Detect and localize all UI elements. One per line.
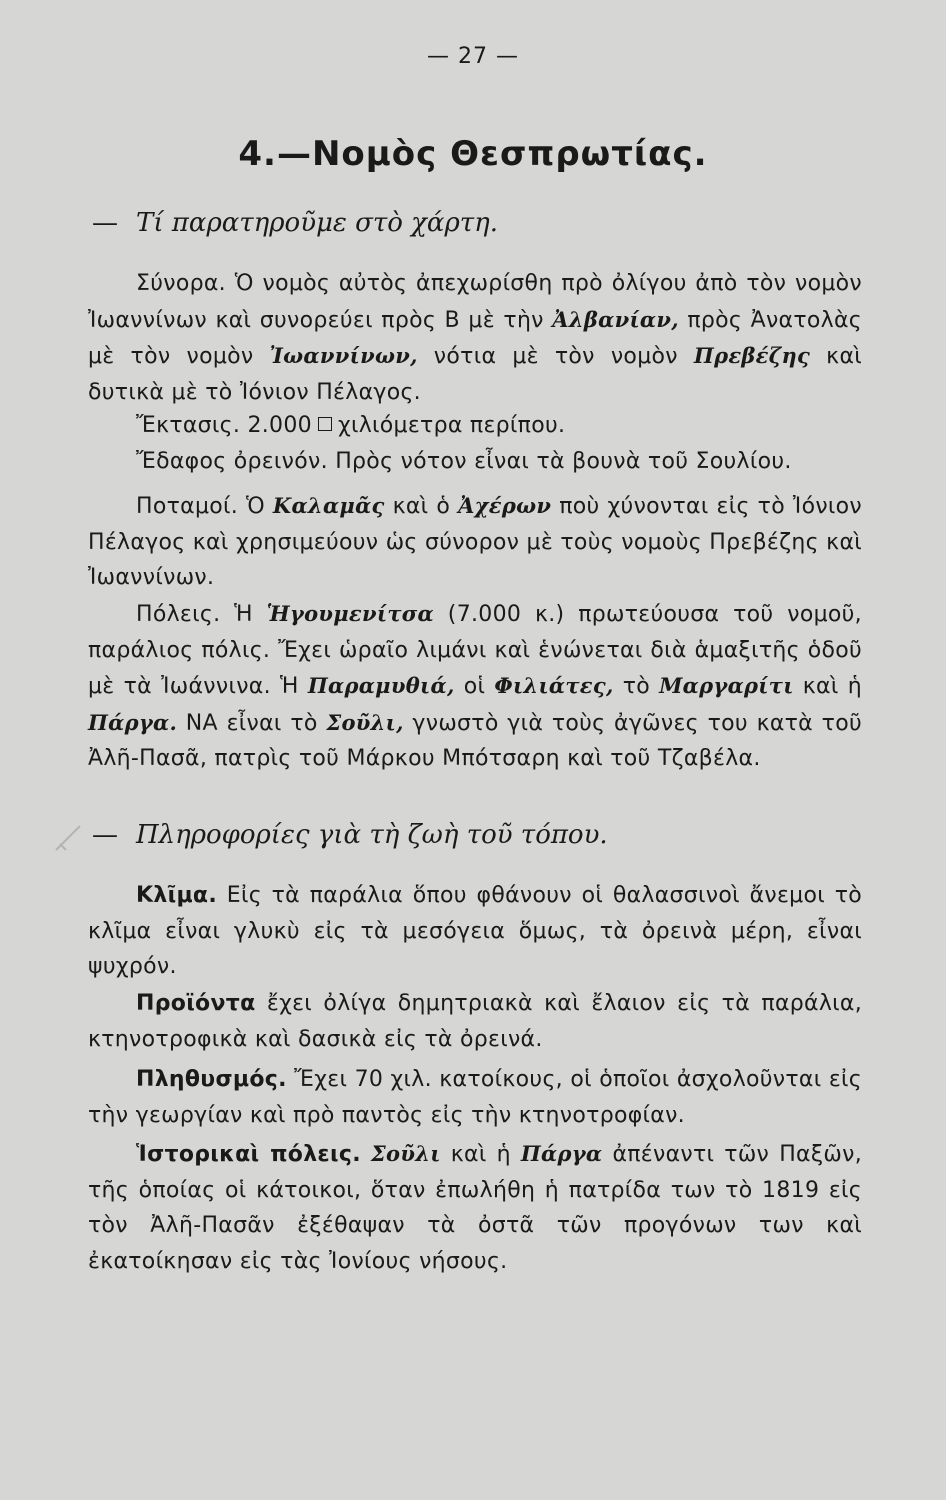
text: (7.000 κ.) πρωτεύουσα τοῦ νομοῦ, παράλιος πόλις. Ἔχει ὡραῖο λιμάνι καὶ ἑνώνεται διὰ ἁμαξιτῆς ὁδοῦ μὲ τὰ Ἰωάννινα. Ἡ xyxy=(88,602,862,699)
label-historic: Ἱστορικαὶ πόλεις. xyxy=(136,1142,361,1167)
paragraph-borders xyxy=(88,266,862,410)
text: Ὁ νομὸς αὐτὸς ἀπεχωρίσθη πρὸ ὀλίγου ἀπὸ τὸν νομὸν Ἰωαννίνων καὶ συνορεύει πρὸς Β μὲ τὴν xyxy=(88,271,862,333)
heading-dash: — xyxy=(92,208,118,238)
section-heading-life xyxy=(92,820,608,850)
area-text: χιλιόμετρα περίπου. xyxy=(337,413,566,438)
text: τὸ xyxy=(613,674,660,699)
paragraph-area xyxy=(88,408,862,444)
city-parga: Πάργα. xyxy=(88,709,178,735)
city-filiates: Φιλιάτες, xyxy=(494,673,614,698)
heading-dash: — xyxy=(92,820,118,850)
label-products: Προϊόντα xyxy=(136,991,256,1016)
historic-souli: Σοῦλι xyxy=(370,1141,441,1166)
text: Ἡ xyxy=(220,602,267,627)
paragraph-climate xyxy=(88,878,862,985)
label-climate: Κλῖμα. xyxy=(136,883,218,908)
chapter-title: 4.—Νομὸς Θεσπρωτίας. xyxy=(238,134,708,174)
text: ἀπέναντι τῶν Παξῶν, τῆς ὁποίας οἱ κάτοικοι, ὅταν ἐπωλήθη ἡ πατρίδα των τὸ 1819 εἰς τὸν Ἀλῆ-Πασᾶν ἐξέθαψαν τὰ ὀστᾶ τῶν προγόνων των καὶ ἐκατοίκησαν εἰς τὰς Ἰονίους νήσους. xyxy=(88,1142,863,1274)
text: πρὸς Ἀνατολὰς μὲ τὸν νομὸν xyxy=(88,307,862,369)
river-kalamas: Καλαμᾶς xyxy=(272,493,385,518)
text: ποὺ χύνονται εἰς τὸ Ἰόνιον Πέλαγος καὶ χρησιμεύουν ὡς σύνορον μὲ τοὺς νομοὺς Πρεβέζης καὶ Ἰωαννίνων. xyxy=(88,494,863,590)
label-borders: Σύνορα. xyxy=(136,271,226,296)
label-rivers: Ποταμοί. xyxy=(136,494,239,519)
place-preveza: Πρεβέζης xyxy=(693,343,811,368)
text: νότια μὲ τὸν νομὸν xyxy=(417,344,694,369)
city-igoumenitsa: Ἡγουμενίτσα xyxy=(266,601,435,626)
city-paramythia: Παραμυθιά, xyxy=(307,673,455,698)
text: καὶ ὁ xyxy=(384,494,459,519)
paragraph-historic xyxy=(88,1136,862,1279)
text: καὶ ἡ xyxy=(440,1142,521,1167)
pencil-mark-icon xyxy=(52,820,86,854)
paragraph-products xyxy=(88,986,862,1057)
terrain-text: ὀρεινόν. Πρὸς νότον εἶναι τὰ βουνὰ τοῦ Σουλίου. xyxy=(226,449,792,474)
section-heading-map xyxy=(92,208,498,238)
text: γνωστὸ γιὰ τοὺς ἀγῶνες του κατὰ τοῦ Ἀλῆ-Πασᾶ, πατρὶς τοῦ Μάρκου Μπότσαρη καὶ τοῦ Τζαβέλα. xyxy=(88,710,862,771)
population-text: Ἔχει 70 χιλ. κατοίκους, οἱ ὁποῖοι ἀσχολοῦνται εἰς τὴν γεωργίαν καὶ πρὸ παντὸς εἰς τὴν κτηνοτροφίαν. xyxy=(88,1067,862,1128)
paragraph-cities xyxy=(88,596,862,777)
text: καὶ ἡ xyxy=(793,674,862,699)
place-ioannina: Ἰωαννίνων, xyxy=(269,343,418,368)
area-value: 2.000 xyxy=(240,413,312,438)
heading-text: Τί παρατηροῦμε στὸ χάρτη. xyxy=(136,208,498,238)
products-text: ἔχει ὀλίγα δημητριακὰ καὶ ἔλαιον εἰς τὰ παράλια, κτηνοτροφικὰ καὶ δασικὰ εἰς τὰ ὀρεινά. xyxy=(88,991,862,1052)
river-acheron: Ἀχέρων xyxy=(458,493,552,518)
text xyxy=(361,1142,371,1167)
label-area: Ἔκτασις. xyxy=(136,413,241,438)
city-souli: Σοῦλι, xyxy=(326,709,404,735)
page-number: — 27 — xyxy=(427,44,519,69)
label-cities: Πόλεις. xyxy=(136,602,221,627)
text: καὶ δυτικὰ μὲ τὸ Ἰόνιον Πέλαγος. xyxy=(88,344,862,405)
climate-text: Εἰς τὰ παράλια ὅπου φθάνουν οἱ θαλασσινοὶ ἄνεμοι τὸ κλῖμα εἶναι γλυκὺ εἰς τὰ μεσόγεια ὅμως, τὰ ὀρεινὰ μέρη, εἶναι ψυχρόν. xyxy=(88,883,862,979)
text: οἱ xyxy=(454,674,495,699)
paragraph-rivers xyxy=(88,488,862,596)
text: Ὁ xyxy=(238,494,273,519)
place-albania: Ἀλβανίαν, xyxy=(552,306,679,332)
heading-text: Πληροφορίες γιὰ τὴ ζωὴ τοῦ τόπου. xyxy=(136,820,608,850)
square-km-icon xyxy=(318,417,332,431)
paragraph-population xyxy=(88,1062,862,1133)
label-terrain: Ἔδαφος xyxy=(136,449,227,474)
city-margariti: Μαργαρίτι xyxy=(659,673,794,698)
paragraph-terrain xyxy=(88,444,862,480)
label-population: Πληθυσμός. xyxy=(136,1067,287,1092)
text: ΝΑ εἶναι τὸ xyxy=(177,710,327,736)
historic-parga: Πάργα xyxy=(520,1141,603,1166)
